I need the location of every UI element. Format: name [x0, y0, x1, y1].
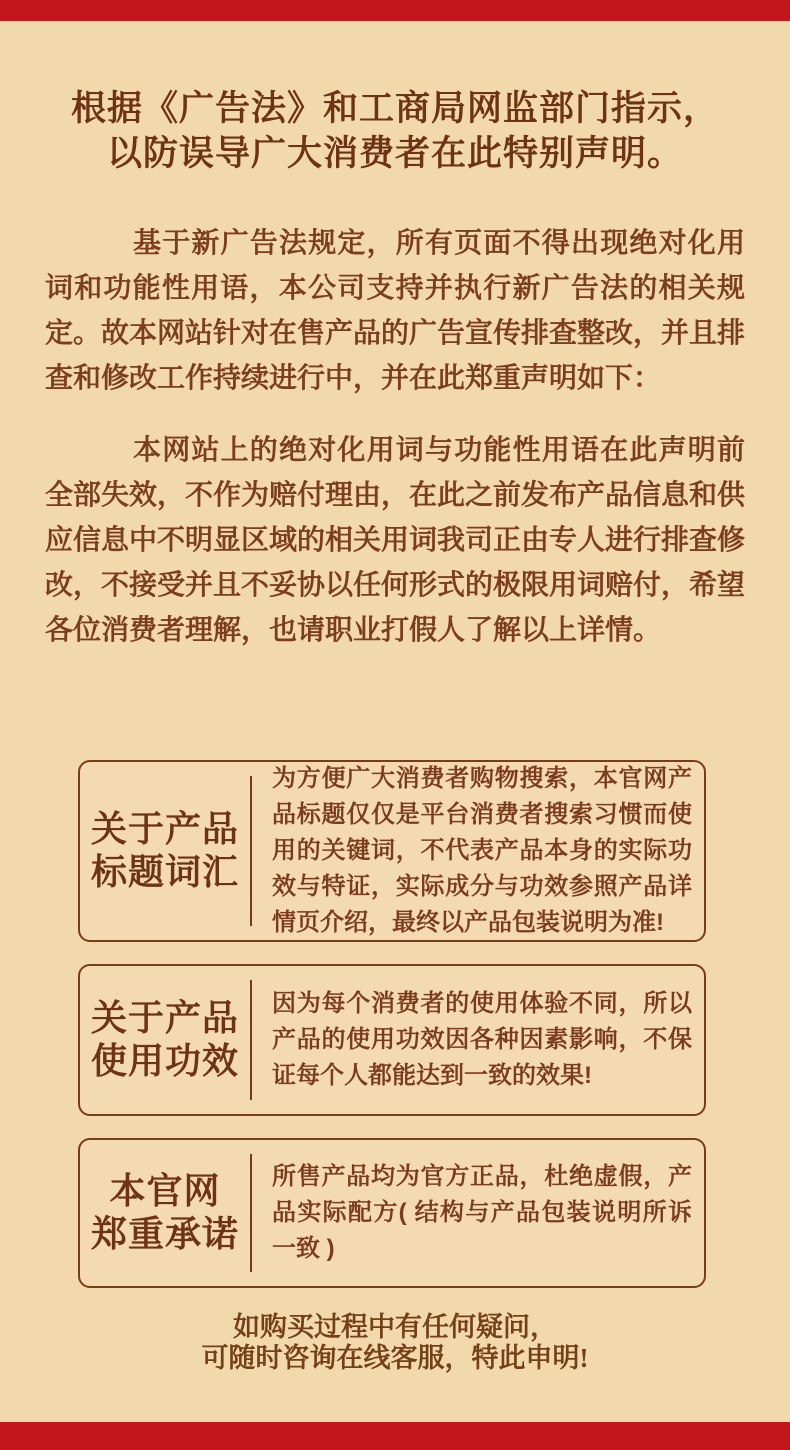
notice-box-text: 因为每个消费者的使用体验不同，所以产品的使用功效因各种因素影响，不保证每个人都能达到一致的效果! [272, 990, 692, 1089]
bottom-red-bar [0, 1422, 790, 1450]
notice-box-label-line-1: 本官网 [109, 1171, 221, 1211]
notice-box-text: 所售产品均为官方正品，杜绝虚假，产品实际配方( 结构与产品包装说明所诉一致 ) [272, 1163, 692, 1262]
notice-box-label-line-2: 郑重承诺 [90, 1214, 239, 1254]
declaration-paragraph: 本网站上的绝对化用词与功能性用语在此声明前全部失效，不作为赔付理由，在此之前发布产品信息和供应信息中不明显区域的相关用词我司正由专人进行排查修改，不接受并且不妥协以任何形式的极限用词赔付，希望各位消费者理解，也请职业打假人了解以上详情。 [45, 435, 746, 646]
notice-box-label [80, 1170, 250, 1256]
notice-box-label-line-2: 使用功效 [90, 1041, 239, 1081]
notice-box-text: 为方便广大消费者购物搜索，本官网产品标题仅仅是平台消费者搜索习惯而使用的关键词，不代表产品本身的实际功效与特证，实际成分与功效参照产品详情页介绍，最终以产品包装说明为准! [272, 765, 692, 936]
notice-box-label [80, 997, 250, 1083]
page-title-line-2: 以防误导广大消费者在此特别声明。 [106, 134, 683, 173]
footer-note-line-1: 如购买过程中有任何疑问， [233, 1312, 557, 1342]
notice-box-official-promise [78, 1138, 706, 1288]
top-red-bar [0, 0, 790, 21]
notice-box-label-line-1: 关于产品 [90, 998, 239, 1038]
notice-box-label-line-2: 标题词汇 [90, 852, 239, 892]
notice-box-product-usage-effect [78, 964, 706, 1116]
page-title-line-1: 根据《广告法》和工商局网监部门指示， [70, 89, 719, 128]
footer-note [0, 1312, 790, 1374]
notice-box-label [80, 808, 250, 894]
notice-box-list [78, 760, 706, 1288]
intro-paragraph: 基于新广告法规定，所有页面不得出现绝对化用词和功能性用语，本公司支持并执行新广告法的相关规定。故本网站针对在售产品的广告宣传排查整改，并且排查和修改工作持续进行中，并在此郑重声明如下： [45, 228, 746, 394]
notice-box-label-line-1: 关于产品 [90, 809, 239, 849]
notice-box-product-title-keywords [78, 760, 706, 942]
page-title [0, 86, 790, 176]
footer-note-line-2: 可随时咨询在线客服，特此申明! [201, 1343, 589, 1373]
